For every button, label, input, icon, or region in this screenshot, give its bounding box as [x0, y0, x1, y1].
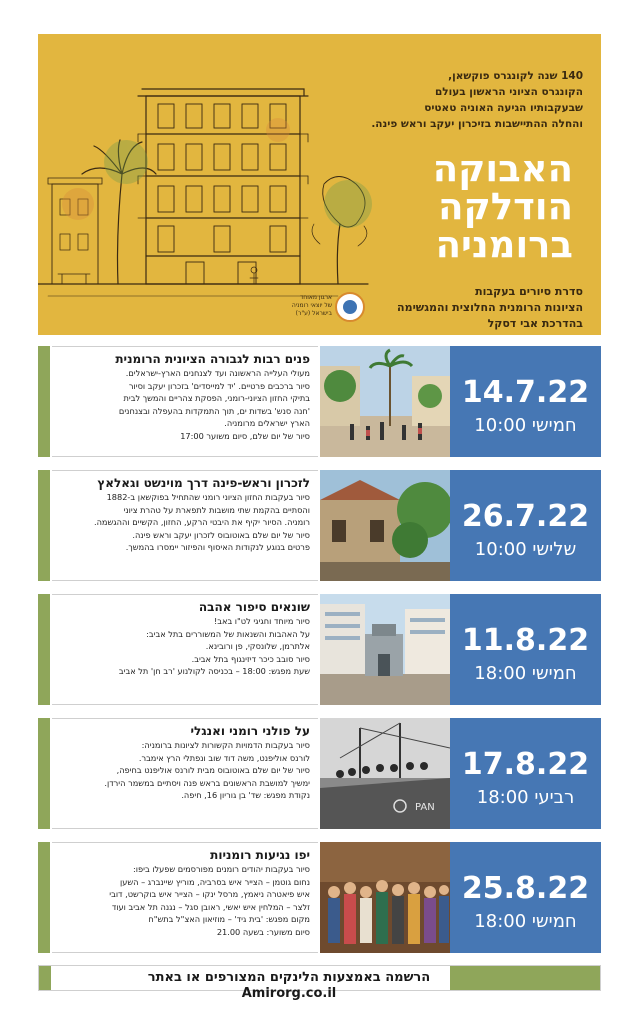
event-line: סיור סובב כיכר דיזינגוף בתל אביב. — [191, 653, 310, 664]
event-line: סיור של יום שלם, סיום משוער 17:00 — [180, 430, 310, 441]
event-line: ימשיך למושבת הראשונים בראש פנה ויסתיים במשמר הירדן. — [104, 777, 310, 788]
event-line: סיור של יום שלם באוטובוס מבית לורנס אוליפנט בחיפה, — [116, 765, 310, 776]
event-date: 11.8.22 — [461, 623, 590, 658]
event-day: שלישי — [532, 539, 577, 560]
event-time: 18:00 — [474, 911, 527, 932]
event-time: 10:00 — [474, 539, 527, 560]
subtitle-line: בהדרכת אבי דסקל — [487, 317, 583, 330]
event-day-time — [450, 538, 601, 562]
title-line: ברומניה — [435, 223, 573, 266]
accent-bar — [39, 966, 51, 990]
event-line: לורנס אוליפנט, משה דוד שוב ונפתלי הרץ אימבר. — [138, 752, 310, 763]
event-line: סיור בעקבות החזון הציוני רומני שהתחיל בפוקשאן ב-1882 — [106, 492, 310, 502]
event-date-block — [450, 346, 601, 457]
event-card[interactable] — [38, 718, 601, 829]
org-line: בישראל (ע"ר) — [295, 310, 332, 317]
accent-bar — [38, 718, 50, 829]
event-date: 17.8.22 — [461, 747, 590, 782]
event-day-time — [450, 910, 601, 934]
event-line: סיור בעקבות הדמויות הקשורות לציונות ברומניה: — [141, 740, 310, 750]
event-line: מעולי העלייה הראשונה ועד לצנחנים הארץ-ישראלים. — [125, 368, 310, 378]
svg-text:PAN: PAN — [415, 802, 435, 813]
event-description — [52, 594, 318, 705]
event-line: הארץ ישראלים מרומניה. — [224, 418, 310, 429]
event-title: שונאים סיפור אהבה — [198, 600, 310, 614]
event-time: 18:00 — [476, 787, 529, 808]
accent-bar — [38, 842, 50, 953]
org-line: של יוצאי רומניה — [291, 302, 332, 309]
event-time: 18:00 — [474, 663, 527, 684]
event-line: מקום מפגש: 'בית גיד' – מוזיאון האצ"ל בתש"ח — [148, 914, 310, 925]
event-line: רומניה. הסיור יקיף את היבטי הרקע, החזון, הקשיים וההגשמה. — [93, 517, 310, 528]
event-line: בתיקי החזון הציוני-רומני, הפסקת צהריים והמשך לבית — [123, 393, 310, 404]
hero-intro — [283, 68, 583, 132]
event-line: סיור בעקבות יהודים רומנים מפורסמים שפעלו ביפו: — [133, 864, 310, 874]
event-day-time — [450, 662, 601, 686]
event-date: 14.7.22 — [461, 375, 590, 410]
intro-line: שבעקבותיו הגיעה האוניה טאטיס — [424, 102, 583, 114]
event-line: זלצר – המלחין איש יאשי, ראובן סגל – נגנה תל אביב ועוד — [111, 901, 310, 912]
event-day-time — [450, 414, 601, 438]
event-line: נחום גוטמן – הצייר איש בסרביה, מוריץ שיינברג – השען — [119, 876, 310, 887]
event-photo-ship — [320, 718, 450, 829]
intro-line: והחלה ההתיישבות בזיכרון יעקב וראש פינה. — [371, 118, 583, 130]
event-line: על האהבות והשנאות של המשוררים בתל אביב: — [146, 628, 310, 639]
event-day-time — [450, 786, 601, 810]
event-card[interactable] — [38, 842, 601, 953]
event-photo-square — [320, 594, 450, 705]
event-line: סיום משוער: בשעה 21.00 — [216, 926, 310, 937]
event-card[interactable] — [38, 594, 601, 705]
event-date-block — [450, 594, 601, 705]
event-line: שעת מפגש: 18:00 – בכניסה לקולנוע 'רב חן' תל אביב — [118, 666, 310, 677]
event-line: פרטים בנוגע לנקודות האיסוף והפיזור יימסרו בהמשך. — [125, 542, 310, 553]
event-description — [52, 470, 318, 581]
event-line: אלתרמן, שלונסקי, פן ורובינא. — [205, 641, 310, 652]
org-logo-icon — [335, 292, 365, 322]
registration-footer — [38, 965, 601, 1001]
event-line: נקודת מפגש: שד' בן גוריון 16, חיפה. — [181, 790, 310, 801]
event-card[interactable] — [38, 470, 601, 581]
event-title: יפו נגיעות רומניות — [210, 848, 310, 862]
intro-line: הקונגרס הציוני הראשון בעולם — [434, 86, 583, 98]
accent-bar — [38, 346, 50, 457]
org-name — [276, 294, 332, 318]
hero-banner — [38, 34, 601, 335]
intro-line: 140 שנה לקונגרס פוקשאן, — [448, 70, 583, 82]
org-line: ארגון מאוחד — [300, 294, 332, 301]
event-date-block — [450, 470, 601, 581]
event-line: סיור ברכבים פרטיים. 'יד למייסדים' בזכרון יעקב וסיור — [128, 380, 310, 391]
event-line: סיור של יום שלם באוטובוס לזכרון יעקב וראש פינה. — [132, 529, 310, 540]
event-date-block — [450, 718, 601, 829]
hero-title — [313, 147, 573, 266]
event-description — [52, 842, 318, 953]
event-title: על פולני רומני ואנגלי — [190, 724, 310, 738]
event-card[interactable] — [38, 346, 601, 457]
event-day: חמישי — [531, 911, 577, 932]
event-date: 26.7.22 — [461, 499, 590, 534]
event-line: והסתיים בהקמת שתי מושבות לתפארת על טהרת ציוני — [123, 504, 310, 515]
subtitle-line: סדרת סיורים בעקבות — [475, 285, 583, 298]
event-time: 10:00 — [474, 415, 527, 436]
event-photo-group — [320, 842, 450, 953]
event-day: חמישי — [531, 663, 577, 684]
event-line: 'חנה סנש' בשדות ים, תוך התמקדות בהעפלה ובצנחנים — [118, 405, 310, 416]
event-day: חמישי — [531, 415, 577, 436]
accent-bar — [38, 594, 50, 705]
title-line: האבוקה — [432, 147, 573, 190]
event-line: איש פיאטרה ניאמץ, מרסל ינקו – הצייר איש בוקרשט, דובי — [109, 889, 310, 900]
event-photo-street — [320, 346, 450, 457]
event-title: לזכרון וראש-פינה דרך מוינשט וגאלאץ — [97, 476, 310, 490]
event-description — [52, 346, 318, 457]
title-line: הודלקה — [438, 185, 573, 228]
event-date: 25.8.22 — [461, 871, 590, 906]
subtitle-line: הציונות הרומנית החלוצית והמגשימה — [397, 301, 583, 314]
event-date-block — [450, 842, 601, 953]
event-description — [52, 718, 318, 829]
accent-bar — [38, 470, 50, 581]
event-title: פנים רבות לגבורה הציונית הרומנית — [115, 352, 310, 366]
event-day: רביעי — [534, 787, 575, 808]
event-line: סיור מיוחד וחגיגי לט"ו באב! — [213, 616, 310, 626]
registration-text[interactable]: הרשמה באמצעות הלינקים המצורפים או באתר Amirorg.co.il — [147, 970, 431, 1001]
event-photo-stone-building — [320, 470, 450, 581]
